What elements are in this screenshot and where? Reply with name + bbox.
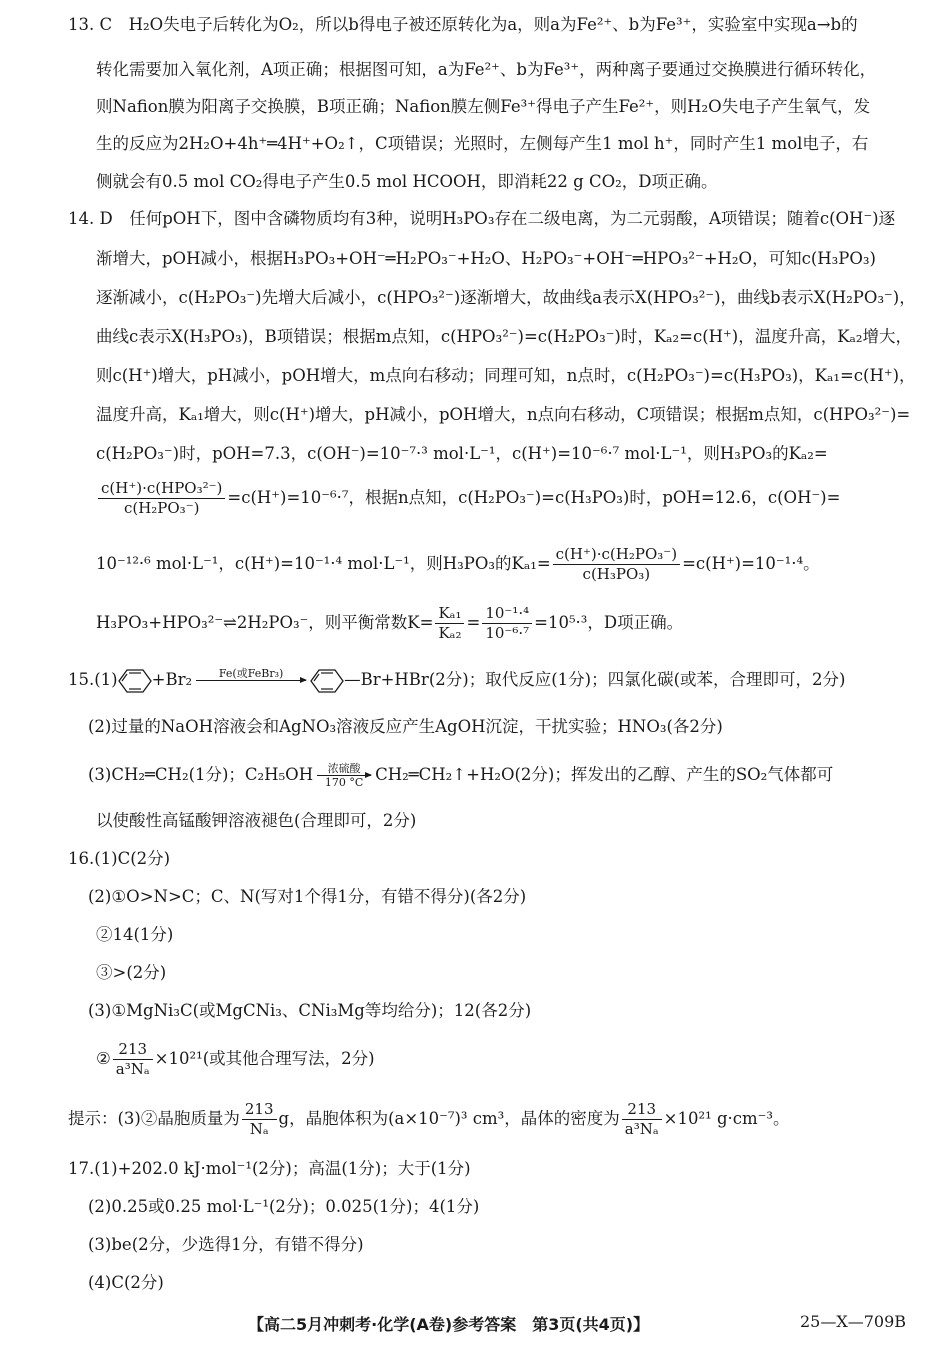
bromobenzene-ring-icon — [310, 668, 344, 694]
q14-line-7: c(H₂PO₃⁻)时，pOH=7.3，c(OH⁻)=10⁻⁷·³ mol·L⁻¹，c(H⁺)=10⁻⁶·⁷ mol·L⁻¹，则H₃PO₃的Kₐ₂= — [96, 444, 828, 463]
q14-line-5: 则c(H⁺)增大，pH减小，pOH增大，m点向右移动；同理可知，n点时，c(H₂PO₃⁻)=c(H₃PO₃)，Kₐ₁=c(H⁺)， — [96, 366, 916, 385]
benzene-ring-icon — [118, 668, 152, 694]
q16-line-6: ② $\frac{213}{\text{a³Nₐ}}$ ×10²¹(或其他合理写法，2分) — [96, 1040, 375, 1078]
q15-line-3: (3)CH₂═CH₂(1分)；C₂H₅OH 浓硫酸 170 °C CH₂═CH₂↑+H₂O(2分)；挥发出的乙醇、产生的SO₂气体都可 — [88, 762, 834, 789]
density-fraction: $\frac{213}{\text{a³Nₐ}}$ — [113, 1040, 153, 1079]
q14-line-4: 曲线c表示X(H₃PO₃)，B项错误；根据m点知，c(HPO₃²⁻)=c(H₂PO₃⁻)时，Kₐ₂=c(H⁺)，温度升高，Kₐ₂增大， — [96, 327, 913, 346]
q13-line-5: 侧就会有0.5 mol CO₂得电子产生0.5 mol HCOOH，即消耗22 g CO₂，D项正确。 — [96, 172, 718, 191]
q16-hint-line: 提示：(3)②晶胞质量为 $\frac{213}{\text{Nₐ}}$ g，晶胞体积为(a×10⁻⁷)³ cm³，晶体的密度为 $\frac{213}{\text{a³Nₐ}}$ ×10²¹ g·cm⁻³。 — [68, 1100, 790, 1138]
ka2-fraction: $\frac{\text{c(H⁺)·c(HPO₃²⁻)}}{\text{c(H₂PO₃⁻)}}$ — [98, 479, 225, 518]
crystal-density-fraction: $\frac{213}{\text{a³Nₐ}}$ — [622, 1100, 662, 1139]
reaction-arrow: Fe(或FeBr₃) — [196, 667, 306, 694]
q13-line-4: 生的反应为2H₂O+4h⁺═4H⁺+O₂↑，C项错误；光照时，左侧每产生1 mol h⁺，同时产生1 mol电子，右 — [96, 134, 869, 153]
q14-line-9: 10⁻¹²·⁶ mol·L⁻¹，c(H⁺)=10⁻¹·⁴ mol·L⁻¹，则H₃PO₃的Kₐ₁= $\frac{\text{c(H⁺)·c(H₂PO₃⁻)}}{\text{c(H₃PO₃)}}$ =c(H⁺)=10⁻¹·⁴。 — [96, 545, 820, 583]
dehydration-arrow: 浓硫酸 170 °C — [317, 762, 371, 789]
q14-line-8: $\frac{\text{c(H⁺)·c(HPO₃²⁻)}}{\text{c(H₂PO₃⁻)}}$ =c(H⁺)=10⁻⁶·⁷，根据n点知，c(H₂PO₃⁻)=c(H₃PO₃)时，pOH=12.6，c(OH⁻)= — [96, 479, 941, 518]
document-code: 25—X—709B — [800, 1312, 907, 1331]
q13-line-1: 13. C H₂O失电子后转化为O₂，所以b得电子被还原转化为a，则a为Fe²⁺、b为Fe³⁺，实验室中实现a→b的 — [68, 15, 858, 34]
q17-line-1: 17.(1)+202.0 kJ·mol⁻¹(2分)；高温(1分)；大于(1分) — [68, 1159, 471, 1178]
q14-line-10: H₃PO₃+HPO₃²⁻⇌2H₂PO₃⁻，则平衡常数K= $\frac{\text{Kₐ₁}}{\text{Kₐ₂}}$ = $\frac{\text{10⁻¹·⁴}}{\text{10⁻⁶·⁷}}$ =10⁵·³，D项正确。 — [96, 604, 684, 642]
q16-line-3: ②14(1分) — [96, 925, 174, 944]
q14-line-6: 温度升高，Kₐ₁增大，则c(H⁺)增大，pH减小，pOH增大，n点向右移动，C项错误；根据m点知，c(HPO₃²⁻)= — [96, 405, 911, 424]
q15-line-4: 以使酸性高锰酸钾溶液褪色(合理即可，2分) — [96, 811, 417, 830]
ka1-fraction: $\frac{\text{c(H⁺)·c(H₂PO₃⁻)}}{\text{c(H₃PO₃)}}$ — [553, 545, 680, 584]
q14-line-1: 14. D 任何pOH下，图中含磷物质均有3种，说明H₃PO₃存在二级电离，为二元弱酸，A项错误；随着c(OH⁻)逐 — [68, 209, 896, 228]
q16-line-1: 16.(1)C(2分) — [68, 849, 171, 868]
q17-line-3: (3)be(2分，少选得1分，有错不得分) — [88, 1235, 364, 1254]
q13-line-2: 转化需要加入氧化剂，A项正确；根据图可知，a为Fe²⁺、b为Fe³⁺，两种离子要通过交换膜进行循环转化， — [96, 60, 877, 79]
q14-line-3: 逐渐减小，c(H₂PO₃⁻)先增大后减小，c(HPO₃²⁻)逐渐增大，故曲线a表示X(HPO₃²⁻)，曲线b表示X(H₂PO₃⁻)， — [96, 288, 916, 307]
q16-line-5: (3)①MgNi₃C(或MgCNi₃、CNi₃Mg等均给分)；12(各2分) — [88, 1001, 532, 1020]
q16-line-4: ③>(2分) — [96, 963, 167, 982]
k-value-fraction: $\frac{\text{10⁻¹·⁴}}{\text{10⁻⁶·⁷}}$ — [482, 604, 532, 643]
cell-mass-fraction: $\frac{213}{\text{Nₐ}}$ — [242, 1100, 277, 1139]
q16-line-2: (2)①O>N>C；C、N(写对1个得1分，有错不得分)(各2分) — [88, 887, 527, 906]
q13-line-3: 则Nafion膜为阳离子交换膜，B项正确；Nafion膜左侧Fe³⁺得电子产生Fe²⁺，则H₂O失电子产生氧气，发 — [96, 97, 871, 116]
q15-line-2: (2)过量的NaOH溶液会和AgNO₃溶液反应产生AgOH沉淀，干扰实验；HNO₃(各2分) — [88, 717, 723, 736]
k-ratio-fraction: $\frac{\text{Kₐ₁}}{\text{Kₐ₂}}$ — [435, 604, 464, 643]
q17-line-2: (2)0.25或0.25 mol·L⁻¹(2分)；0.025(1分)；4(1分) — [88, 1197, 480, 1216]
q17-line-4: (4)C(2分) — [88, 1273, 164, 1292]
q15-line-1: 15.(1) +Br₂ Fe(或FeBr₃) —Br+HBr(2分)；取代反应(1分)；四氯化碳(或苯，合理即可，2分) — [68, 667, 913, 694]
page-footer: 【高二5月冲刺考·化学(A卷)参考答案 第3页(共4页)】 — [248, 1315, 650, 1334]
q14-line-2: 渐增大，pOH减小，根据H₃PO₃+OH⁻═H₂PO₃⁻+H₂O、H₂PO₃⁻+OH⁻═HPO₃²⁻+H₂O，可知c(H₃PO₃) — [96, 249, 876, 268]
